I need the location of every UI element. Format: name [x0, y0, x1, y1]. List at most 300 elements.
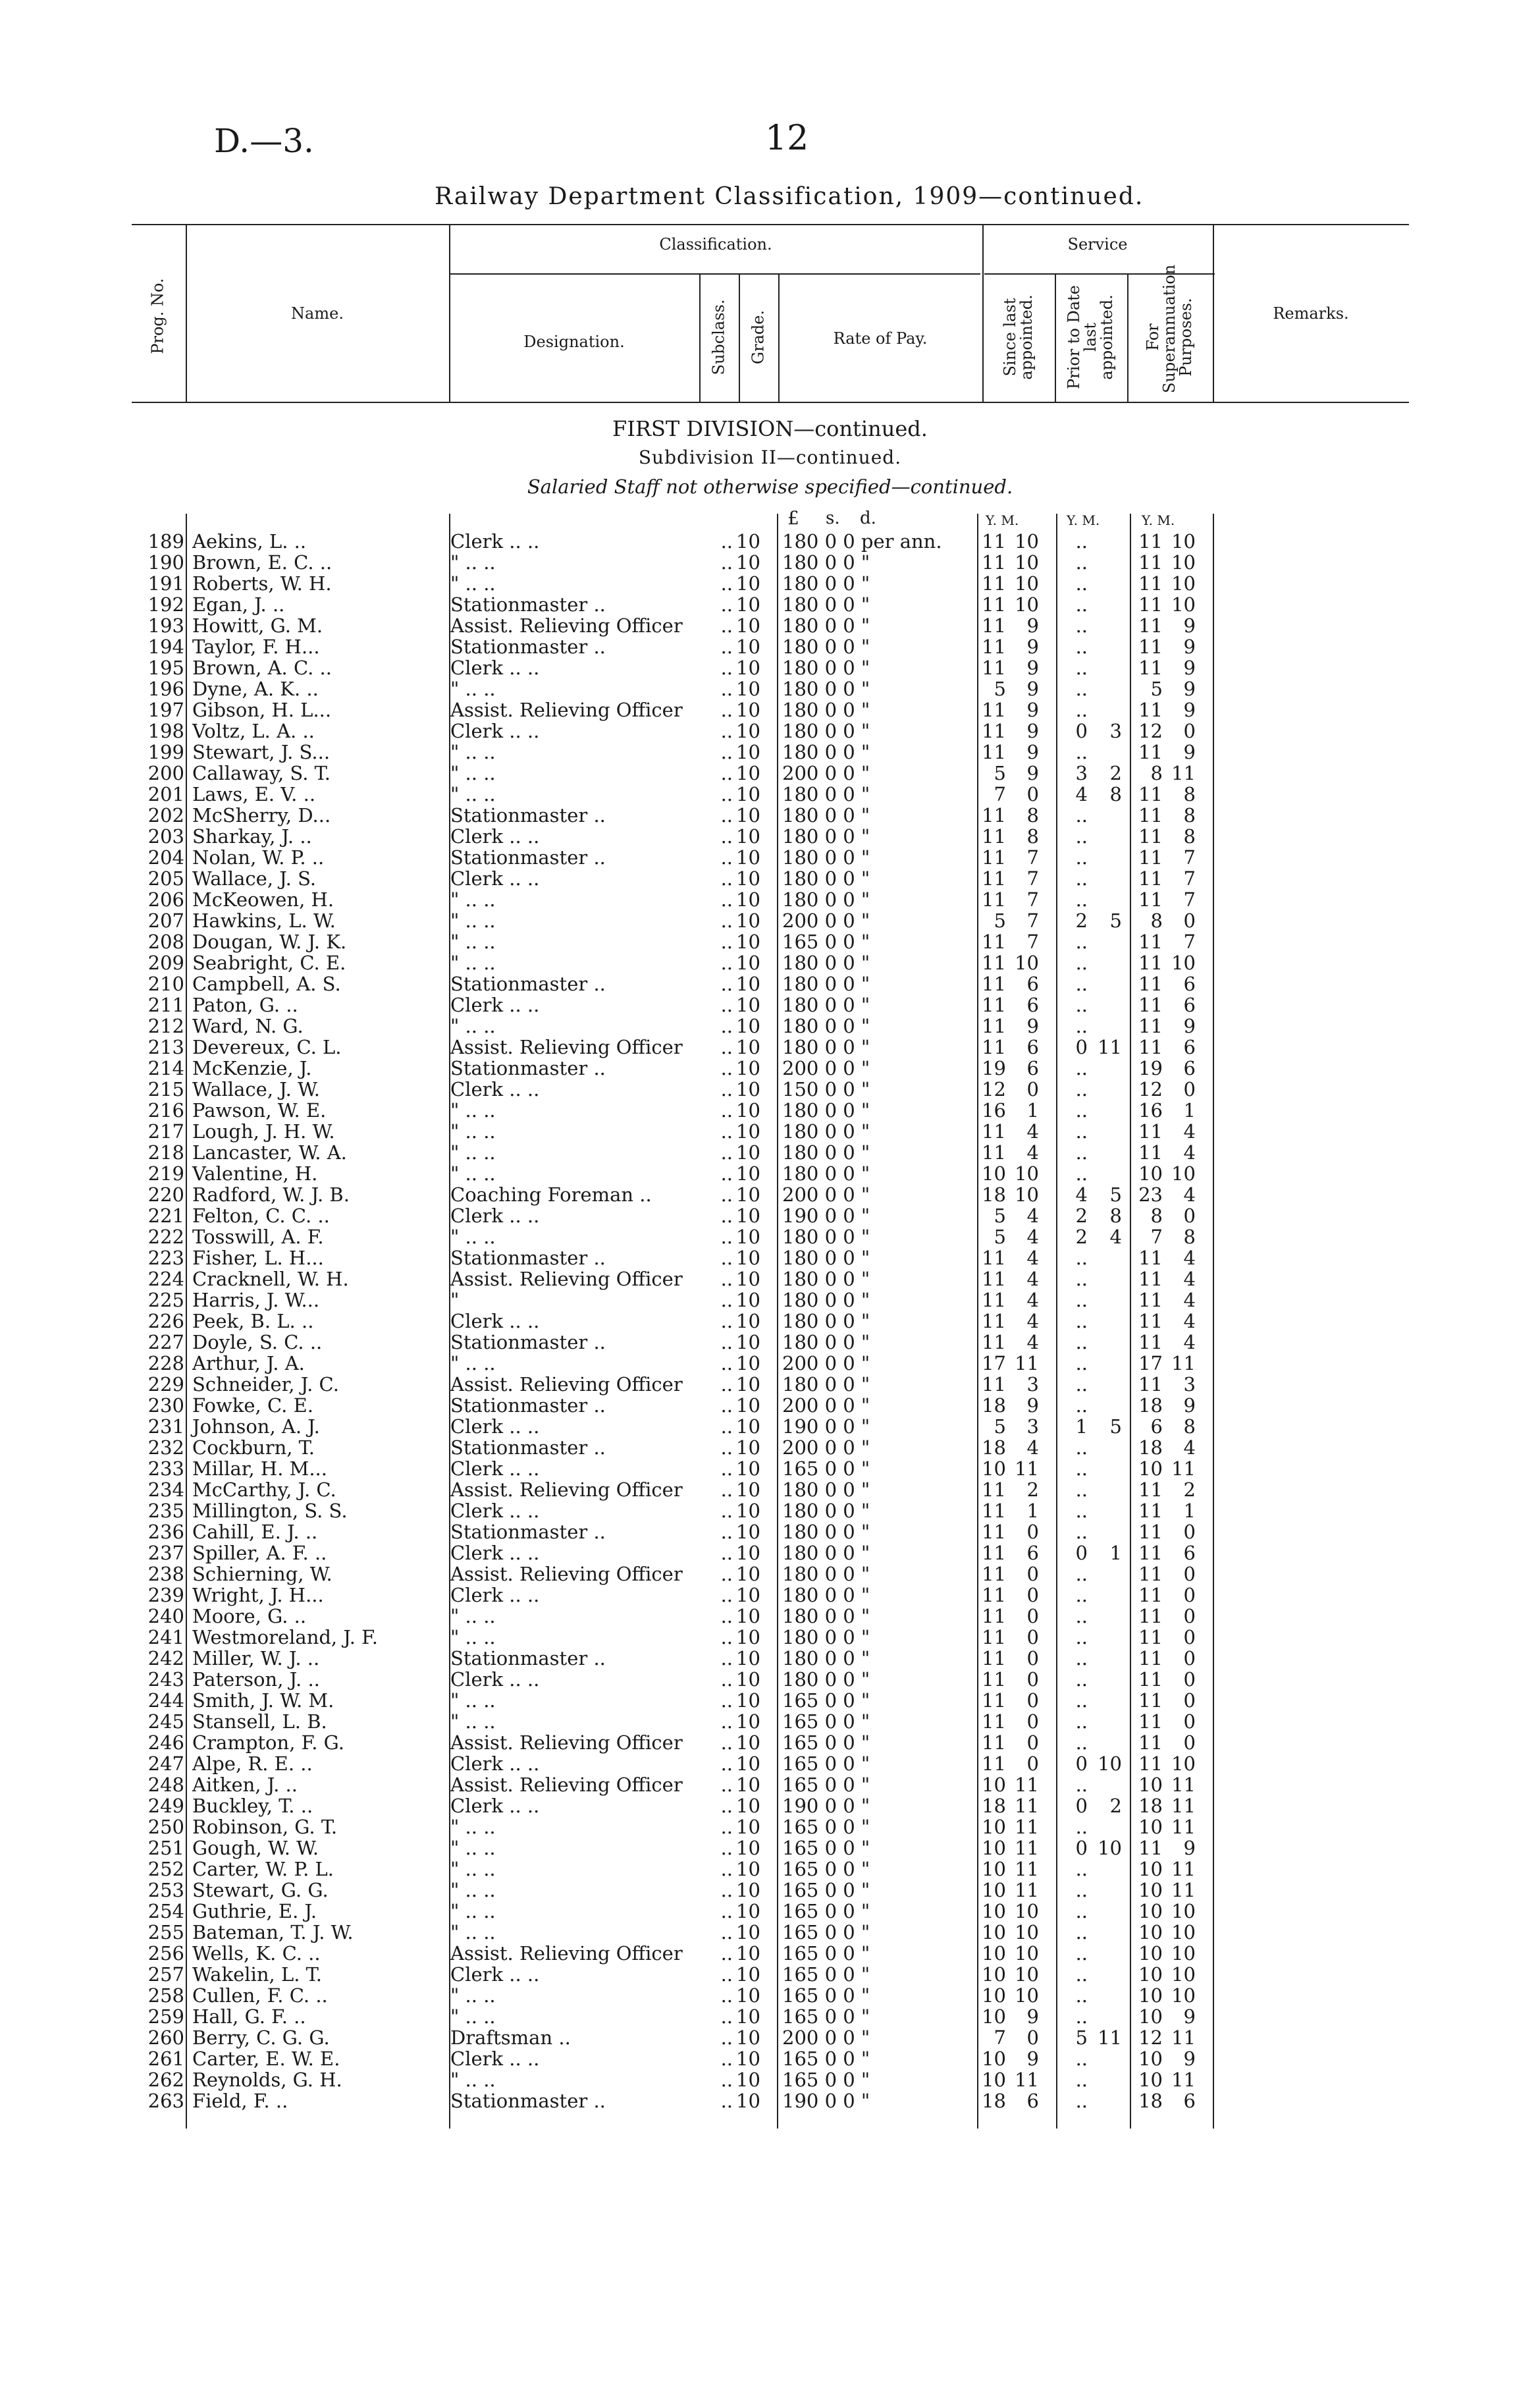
- super-years: 8: [1150, 909, 1163, 932]
- since-months: 10: [1015, 1900, 1039, 1922]
- since-months: 8: [1026, 825, 1039, 848]
- prior-years: ..: [1075, 1310, 1088, 1332]
- grade: 10: [736, 593, 760, 616]
- super-months: 7: [1183, 867, 1196, 890]
- since-months: 6: [1026, 1542, 1039, 1564]
- grade: 10: [736, 1774, 760, 1796]
- prior-years: ..: [1075, 678, 1088, 700]
- since-months: 11: [1015, 1837, 1039, 1859]
- subclass: ..: [720, 1816, 733, 1838]
- super-years: 11: [1138, 1120, 1163, 1143]
- prior-months: 3: [1109, 720, 1122, 742]
- grade: 10: [736, 931, 760, 953]
- staff-name: Carter, W. P. L.: [192, 1858, 334, 1880]
- unit-years-months: Y. M.: [986, 512, 1019, 528]
- prog-number: 257: [147, 1963, 184, 1986]
- since-years: 11: [982, 1521, 1006, 1543]
- staff-name: Pawson, W. E.: [192, 1099, 327, 1122]
- prior-years: ..: [1075, 825, 1088, 848]
- subclass: ..: [720, 678, 733, 700]
- staff-name: Alpe, R. E. ..: [192, 1752, 313, 1775]
- table-row: [0, 1121, 1540, 1142]
- prior-years: ..: [1075, 1457, 1088, 1480]
- grade: 10: [736, 530, 760, 553]
- rate-of-pay: 200 0 0 ": [782, 1183, 870, 1206]
- designation: Assist. Relieving Officer: [450, 1373, 683, 1396]
- grade: 10: [736, 678, 760, 700]
- staff-name: Carter, E. W. E.: [192, 2048, 340, 2070]
- super-years: 11: [1138, 1731, 1163, 1754]
- table-row: [0, 1311, 1540, 1332]
- subclass: ..: [720, 1183, 733, 1206]
- prior-years: ..: [1075, 1373, 1088, 1396]
- designation: Assist. Relieving Officer: [450, 1563, 683, 1585]
- designation: " .. ..: [450, 1900, 496, 1922]
- table-row: [0, 594, 1540, 615]
- grade: 10: [736, 1394, 760, 1417]
- prior-years: 2: [1075, 909, 1088, 932]
- subclass: ..: [720, 1837, 733, 1859]
- grade: 10: [736, 1015, 760, 1037]
- designation: " .. ..: [450, 2069, 496, 2091]
- prior-years: ..: [1075, 1626, 1088, 1648]
- prior-months: 8: [1109, 1205, 1122, 1227]
- since-months: 6: [1026, 994, 1039, 1016]
- table-row: [0, 889, 1540, 910]
- staff-name: Ward, N. G.: [192, 1015, 304, 1037]
- since-months: 9: [1026, 2048, 1039, 2070]
- subclass: ..: [720, 1394, 733, 1417]
- table-row: [0, 1268, 1540, 1289]
- super-months: 11: [1171, 1858, 1196, 1880]
- grade: 10: [736, 1900, 760, 1922]
- super-months: 0: [1183, 1605, 1196, 1627]
- prior-years: ..: [1075, 530, 1088, 553]
- since-months: 11: [1015, 2069, 1039, 2091]
- super-months: 0: [1183, 1563, 1196, 1585]
- super-months: 0: [1183, 1584, 1196, 1606]
- since-months: 11: [1015, 1352, 1039, 1374]
- prior-months: 2: [1109, 762, 1122, 784]
- super-years: 11: [1138, 1837, 1163, 1859]
- subclass: ..: [720, 909, 733, 932]
- designation: Clerk .. ..: [450, 1752, 540, 1775]
- designation: " .. ..: [450, 1879, 496, 1901]
- designation: Assist. Relieving Officer: [450, 699, 683, 721]
- since-years: 10: [982, 1879, 1006, 1901]
- super-months: 6: [1183, 2090, 1196, 2112]
- grade: 10: [736, 1247, 760, 1269]
- prior-months: 2: [1109, 1795, 1122, 1817]
- grade: 10: [736, 783, 760, 805]
- prior-years: ..: [1075, 952, 1088, 974]
- table-row: [0, 1774, 1540, 1795]
- rate-of-pay: 180 0 0 ": [782, 867, 870, 890]
- super-years: 11: [1138, 1373, 1163, 1396]
- rate-of-pay: 180 0 0 ": [782, 1668, 870, 1691]
- prog-number: 249: [147, 1795, 184, 1817]
- grade: 10: [736, 1036, 760, 1058]
- staff-name: Berry, C. G. G.: [192, 2026, 330, 2049]
- grade: 10: [736, 1141, 760, 1164]
- staff-name: Aekins, L. ..: [192, 530, 307, 553]
- grade: 10: [736, 762, 760, 784]
- subclass: ..: [720, 1479, 733, 1501]
- super-months: 1: [1183, 1500, 1196, 1522]
- rate-of-pay: 180 0 0 ": [782, 1036, 870, 1058]
- designation: Clerk .. ..: [450, 1500, 540, 1522]
- prog-number: 254: [147, 1900, 184, 1922]
- staff-name: Reynolds, G. H.: [192, 2069, 342, 2091]
- staff-name: Voltz, L. A. ..: [192, 720, 315, 742]
- since-months: 10: [1015, 1162, 1039, 1185]
- grade: 10: [736, 909, 760, 932]
- since-years: 11: [982, 1710, 1006, 1733]
- since-months: 0: [1026, 783, 1039, 805]
- super-years: 11: [1138, 1247, 1163, 1269]
- prog-number: 232: [147, 1436, 184, 1459]
- super-months: 0: [1183, 720, 1196, 742]
- subclass: ..: [720, 551, 733, 574]
- super-years: 7: [1150, 1226, 1163, 1248]
- prog-number: 200: [147, 762, 184, 784]
- since-months: 6: [1026, 2090, 1039, 2112]
- rate-of-pay: 180 0 0 ": [782, 593, 870, 616]
- since-years: 11: [982, 1752, 1006, 1775]
- designation: Clerk .. ..: [450, 530, 540, 553]
- table-row: [0, 678, 1540, 699]
- rate-of-pay: 165 0 0 ": [782, 1731, 870, 1754]
- staff-name: Howitt, G. M.: [192, 614, 323, 637]
- table-row: [0, 573, 1540, 594]
- prior-years: ..: [1075, 1078, 1088, 1100]
- prog-number: 261: [147, 2048, 184, 2070]
- prog-number: 250: [147, 1816, 184, 1838]
- since-months: 7: [1026, 931, 1039, 953]
- prog-number: 242: [147, 1647, 184, 1669]
- prior-months: 8: [1109, 783, 1122, 805]
- since-years: 18: [982, 2090, 1006, 2112]
- since-years: 10: [982, 2005, 1006, 2028]
- prior-years: ..: [1075, 614, 1088, 637]
- prior-years: ..: [1075, 846, 1088, 869]
- designation: " .. ..: [450, 1921, 496, 1943]
- prior-years: ..: [1075, 1436, 1088, 1459]
- table-row: [0, 1648, 1540, 1669]
- subclass: ..: [720, 1057, 733, 1079]
- table-row: [0, 931, 1540, 952]
- since-years: 10: [982, 2069, 1006, 2091]
- prog-number: 245: [147, 1710, 184, 1733]
- super-years: 11: [1138, 1500, 1163, 1522]
- since-months: 3: [1026, 1373, 1039, 1396]
- since-months: 7: [1026, 909, 1039, 932]
- subclass: ..: [720, 1120, 733, 1143]
- since-years: 11: [982, 1289, 1006, 1311]
- since-years: 18: [982, 1394, 1006, 1417]
- grade: 10: [736, 1205, 760, 1227]
- super-months: 8: [1183, 1226, 1196, 1248]
- rate-of-pay: 150 0 0 ": [782, 1078, 870, 1100]
- designation: " .. ..: [450, 1226, 496, 1248]
- super-months: 10: [1171, 593, 1196, 616]
- table-row: [0, 1816, 1540, 1837]
- staff-name: Paton, G. ..: [192, 994, 298, 1016]
- super-months: 0: [1183, 1710, 1196, 1733]
- prog-number: 255: [147, 1921, 184, 1943]
- prog-number: 195: [147, 657, 184, 679]
- grade: 10: [736, 2090, 760, 2112]
- table-row: [0, 720, 1540, 742]
- designation: Stationmaster ..: [450, 636, 606, 658]
- staff-name: Laws, E. V. ..: [192, 783, 316, 805]
- prior-years: ..: [1075, 1963, 1088, 1986]
- since-years: 11: [982, 846, 1006, 869]
- header-grade: Grade.: [749, 310, 768, 365]
- subclass: ..: [720, 636, 733, 658]
- since-months: 4: [1026, 1120, 1039, 1143]
- subclass: ..: [720, 1710, 733, 1733]
- since-months: 11: [1015, 1795, 1039, 1817]
- designation: " .. ..: [450, 1689, 496, 1712]
- super-years: 11: [1138, 614, 1163, 637]
- super-years: 10: [1138, 1816, 1163, 1838]
- prog-number: 197: [147, 699, 184, 721]
- super-months: 1: [1183, 1099, 1196, 1122]
- prior-months: 4: [1109, 1226, 1122, 1248]
- staff-name: Cracknell, W. H.: [192, 1268, 349, 1290]
- prog-number: 259: [147, 2005, 184, 2028]
- subclass: ..: [720, 657, 733, 679]
- super-months: 9: [1183, 699, 1196, 721]
- rate-of-pay: 165 0 0 ": [782, 2069, 870, 2091]
- staff-name: Hall, G. F. ..: [192, 2005, 306, 2028]
- document-reference: D.—3.: [214, 122, 314, 160]
- super-months: 0: [1183, 909, 1196, 932]
- super-months: 9: [1183, 657, 1196, 679]
- super-months: 11: [1171, 1457, 1196, 1480]
- super-months: 9: [1183, 741, 1196, 763]
- subclass: ..: [720, 1858, 733, 1880]
- rate-of-pay: 180 0 0 ": [782, 636, 870, 658]
- prior-years: ..: [1075, 1731, 1088, 1754]
- staff-name: Radford, W. J. B.: [192, 1183, 350, 1206]
- since-years: 11: [982, 1015, 1006, 1037]
- prior-years: ..: [1075, 1500, 1088, 1522]
- designation: Stationmaster ..: [450, 593, 606, 616]
- subclass: ..: [720, 952, 733, 974]
- since-years: 7: [994, 2026, 1006, 2049]
- super-years: 11: [1138, 825, 1163, 848]
- super-months: 0: [1183, 1626, 1196, 1648]
- since-months: 9: [1026, 762, 1039, 784]
- grade: 10: [736, 1120, 760, 1143]
- subclass: ..: [720, 1162, 733, 1185]
- since-months: 7: [1026, 867, 1039, 890]
- rate-of-pay: 190 0 0 ": [782, 1795, 870, 1817]
- table-row: [0, 1332, 1540, 1353]
- since-years: 11: [982, 1268, 1006, 1290]
- table-row: [0, 636, 1540, 657]
- super-years: 10: [1138, 1457, 1163, 1480]
- staff-name: Felton, C. C. ..: [192, 1205, 330, 1227]
- subclass: ..: [720, 1352, 733, 1374]
- super-months: 0: [1183, 1647, 1196, 1669]
- grade: 10: [736, 1626, 760, 1648]
- subclass: ..: [720, 2005, 733, 2028]
- prior-years: ..: [1075, 1710, 1088, 1733]
- prog-number: 244: [147, 1689, 184, 1712]
- staff-name: Miller, W. J. ..: [192, 1647, 320, 1669]
- prior-years: ..: [1075, 1858, 1088, 1880]
- grade: 10: [736, 1605, 760, 1627]
- grade: 10: [736, 2048, 760, 2070]
- super-years: 11: [1138, 1036, 1163, 1058]
- since-years: 5: [994, 678, 1006, 700]
- super-months: 11: [1171, 2026, 1196, 2049]
- designation: Clerk .. ..: [450, 1963, 540, 1986]
- super-years: 6: [1150, 1415, 1163, 1438]
- super-months: 4: [1183, 1289, 1196, 1311]
- subclass: ..: [720, 1752, 733, 1775]
- grade: 10: [736, 1858, 760, 1880]
- subclass: ..: [720, 867, 733, 890]
- header-top-rule: [132, 224, 1409, 225]
- prog-number: 203: [147, 825, 184, 848]
- prog-number: 213: [147, 1036, 184, 1058]
- prog-number: 206: [147, 888, 184, 911]
- grade: 10: [736, 1984, 760, 2007]
- prog-number: 241: [147, 1626, 184, 1648]
- prior-years: ..: [1075, 1689, 1088, 1712]
- super-years: 18: [1138, 1795, 1163, 1817]
- table-row: [0, 615, 1540, 636]
- prior-years: ..: [1075, 931, 1088, 953]
- super-years: 11: [1138, 1584, 1163, 1606]
- designation: Clerk .. ..: [450, 867, 540, 890]
- prog-number: 229: [147, 1373, 184, 1396]
- staff-name: Brown, E. C. ..: [192, 551, 332, 574]
- rate-of-pay: 190 0 0 ": [782, 2090, 870, 2112]
- super-years: 11: [1138, 783, 1163, 805]
- prog-number: 228: [147, 1352, 184, 1374]
- designation: " .. ..: [450, 783, 496, 805]
- table-row: [0, 1563, 1540, 1585]
- prior-years: ..: [1075, 1942, 1088, 1965]
- rate-of-pay: 180 0 0 ": [782, 994, 870, 1016]
- since-months: 1: [1026, 1099, 1039, 1122]
- designation: Stationmaster ..: [450, 1247, 606, 1269]
- staff-name: Millington, S. S.: [192, 1500, 348, 1522]
- rate-of-pay: 180 0 0 ": [782, 657, 870, 679]
- since-years: 11: [982, 1668, 1006, 1691]
- subclass: ..: [720, 931, 733, 953]
- rate-of-pay: 180 0 0 ": [782, 720, 870, 742]
- table-row: [0, 2048, 1540, 2069]
- since-months: 8: [1026, 804, 1039, 827]
- prior-years: 4: [1075, 1183, 1088, 1206]
- since-years: 11: [982, 593, 1006, 616]
- prior-years: ..: [1075, 2048, 1088, 2070]
- since-years: 7: [994, 783, 1006, 805]
- table-row: [0, 1943, 1540, 1964]
- grade: 10: [736, 952, 760, 974]
- since-years: 12: [982, 1078, 1006, 1100]
- super-years: 11: [1138, 1015, 1163, 1037]
- subclass: ..: [720, 1015, 733, 1037]
- table-row: [0, 1163, 1540, 1184]
- staff-name: Wallace, J. W.: [192, 1078, 321, 1100]
- since-months: 10: [1015, 1984, 1039, 2007]
- prog-number: 252: [147, 1858, 184, 1880]
- designation: Clerk .. ..: [450, 1078, 540, 1100]
- prior-years: 0: [1075, 1542, 1088, 1564]
- rate-of-pay: 180 0 0 ": [782, 1120, 870, 1143]
- since-months: 0: [1026, 1605, 1039, 1627]
- since-years: 10: [982, 1457, 1006, 1480]
- since-years: 18: [982, 1436, 1006, 1459]
- staff-name: Cullen, F. C. ..: [192, 1984, 328, 2007]
- since-years: 10: [982, 1858, 1006, 1880]
- designation: " .. ..: [450, 1015, 496, 1037]
- table-row: [0, 1606, 1540, 1627]
- prior-years: ..: [1075, 1774, 1088, 1796]
- header-service: Service: [1067, 235, 1128, 254]
- prog-number: 234: [147, 1479, 184, 1501]
- table-row: [0, 1964, 1540, 1985]
- since-years: 11: [982, 1120, 1006, 1143]
- rate-of-pay: 180 0 0 ": [782, 804, 870, 827]
- rate-of-pay: 180 0 0 ": [782, 699, 870, 721]
- subclass: ..: [720, 1099, 733, 1122]
- staff-name: Gibson, H. L...: [192, 699, 332, 721]
- table-row: [0, 657, 1540, 678]
- since-months: 4: [1026, 1331, 1039, 1353]
- super-years: 11: [1138, 699, 1163, 721]
- super-years: 10: [1138, 1921, 1163, 1943]
- rate-of-pay: 200 0 0 ": [782, 1352, 870, 1374]
- prior-years: ..: [1075, 1521, 1088, 1543]
- staff-name: Peek, B. L. ..: [192, 1310, 314, 1332]
- prior-years: 3: [1075, 762, 1088, 784]
- staff-name: Roberts, W. H.: [192, 572, 332, 595]
- rate-of-pay: 200 0 0 ": [782, 2026, 870, 2049]
- since-months: 0: [1026, 1710, 1039, 1733]
- prog-number: 246: [147, 1731, 184, 1754]
- super-months: 4: [1183, 1268, 1196, 1290]
- grade: 10: [736, 1731, 760, 1754]
- prior-months: 10: [1098, 1752, 1122, 1775]
- designation: Stationmaster ..: [450, 2090, 606, 2112]
- super-years: 10: [1138, 1984, 1163, 2007]
- grade: 10: [736, 888, 760, 911]
- prog-number: 233: [147, 1457, 184, 1480]
- staff-name: Brown, A. C. ..: [192, 657, 332, 679]
- prog-number: 189: [147, 530, 184, 553]
- staff-name: Stansell, L. B.: [192, 1710, 327, 1733]
- prog-number: 219: [147, 1162, 184, 1185]
- designation: Stationmaster ..: [450, 1647, 606, 1669]
- since-months: 6: [1026, 973, 1039, 995]
- super-years: 11: [1138, 1626, 1163, 1648]
- since-years: 11: [982, 614, 1006, 637]
- table-row: [0, 868, 1540, 889]
- prior-years: ..: [1075, 804, 1088, 827]
- staff-name: Taylor, F. H...: [192, 636, 320, 658]
- designation: Coaching Foreman ..: [450, 1183, 652, 1206]
- classification-rule: [450, 273, 980, 275]
- subclass: ..: [720, 1689, 733, 1712]
